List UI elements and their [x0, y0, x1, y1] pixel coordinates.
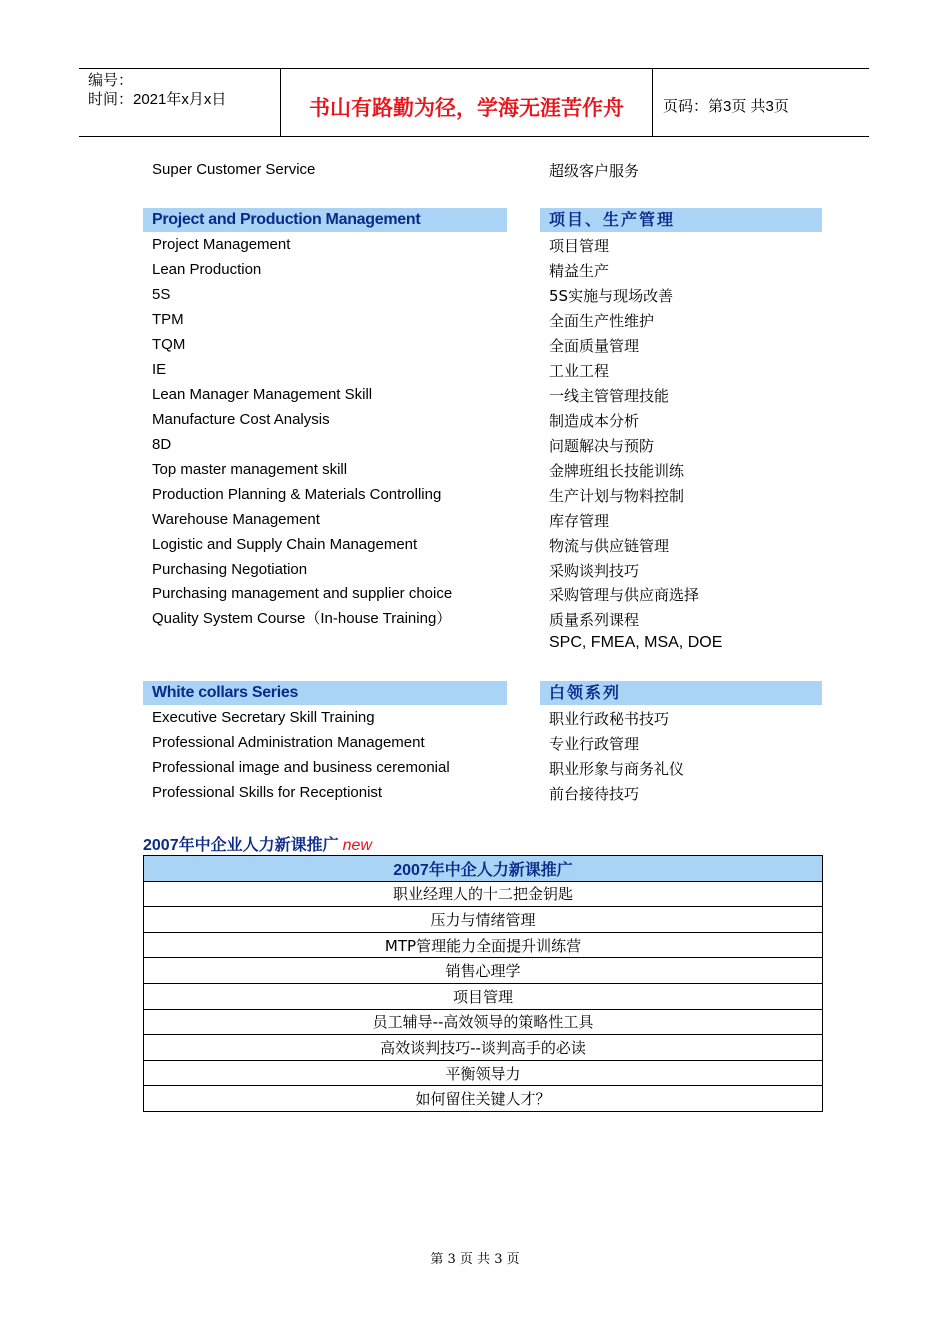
new-tag: new — [342, 837, 372, 854]
table-cell: 销售心理学 — [144, 958, 823, 984]
course-cn: 精益生产 — [549, 262, 610, 280]
course-en: Purchasing Negotiation — [152, 561, 308, 578]
course-cn: 库存管理 — [549, 512, 610, 530]
table-cell: 如何留住关键人才？ — [144, 1086, 823, 1112]
section-heading-en: Project and Production Management — [143, 208, 507, 232]
course-en: Professional Administration Management — [152, 734, 425, 751]
table-cell: 高效谈判技巧--谈判高手的必读 — [144, 1035, 823, 1061]
table-row — [144, 907, 823, 933]
course-cn: 质量系列课程 — [549, 611, 640, 629]
course-cn: 一线主管管理技能 — [549, 387, 670, 405]
table-row — [144, 1086, 823, 1112]
course-cn: 物流与供应链管理 — [549, 537, 670, 555]
table-row — [144, 932, 823, 958]
course-en: Professional image and business ceremonial — [152, 759, 450, 776]
doc-time-label: 时间：2021年x月x日 — [88, 91, 227, 108]
course-cn: 采购管理与供应商选择 — [549, 586, 700, 604]
course-en: Production Planning & Materials Controlling — [152, 486, 442, 503]
table-row — [144, 1009, 823, 1035]
course-cn: 全面生产性维护 — [549, 312, 655, 330]
course-en: Manufacture Cost Analysis — [152, 411, 330, 428]
course-cn: 前台接待技巧 — [549, 785, 640, 803]
table-cell: 职业经理人的十二把金钥匙 — [144, 881, 823, 907]
header-info-cell — [79, 69, 281, 136]
course-cn: 工业工程 — [549, 362, 610, 380]
course-cn: 制造成本分析 — [549, 412, 640, 430]
table-row — [144, 1060, 823, 1086]
table-header: 2007年中企人力新课推广 — [144, 856, 823, 882]
course-en: Top master management skill — [152, 461, 348, 478]
course-en: Project Management — [152, 236, 291, 253]
course-cn: 生产计划与物料控制 — [549, 487, 685, 505]
course-en: Professional Skills for Receptionist — [152, 784, 383, 801]
course-en: Lean Manager Management Skill — [152, 386, 373, 403]
course-en: Lean Production — [152, 261, 262, 278]
header-motto-cell — [281, 69, 653, 136]
course-cn: 项目管理 — [549, 237, 610, 255]
course-en: Executive Secretary Skill Training — [152, 709, 375, 726]
header-page-label: 页码：第3页 共3页 — [663, 98, 789, 115]
course-cn: 采购谈判技巧 — [549, 562, 640, 580]
course-en: Warehouse Management — [152, 511, 320, 528]
course-en: Quality System Course（In-house Training） — [152, 610, 452, 627]
section-heading-cn: 白领系列 — [540, 681, 822, 705]
table-row — [144, 983, 823, 1009]
section-heading-cn: 项目、生产管理 — [540, 208, 822, 232]
header-page-cell — [653, 69, 869, 136]
course-en: Super Customer Service — [152, 161, 316, 178]
table-cell: 员工辅导--高效领导的策略性工具 — [144, 1009, 823, 1035]
table-cell: 平衡领导力 — [144, 1060, 823, 1086]
course-cn: 职业形象与商务礼仪 — [549, 760, 685, 778]
course-cn: 专业行政管理 — [549, 735, 640, 753]
promo-table — [143, 855, 823, 1112]
section-heading-en: White collars Series — [143, 681, 507, 705]
table-cell: 项目管理 — [144, 983, 823, 1009]
course-en: TPM — [152, 311, 184, 328]
promo-title-text: 2007年中企业人力新课推广 — [143, 837, 339, 854]
page-footer: 第 3 页 共 3 页 — [430, 1252, 520, 1267]
course-en: 8D — [152, 436, 172, 453]
doc-number-label: 编号： — [88, 72, 134, 89]
course-en: TQM — [152, 336, 186, 353]
course-en: 5S — [152, 286, 171, 303]
table-cell: MTP管理能力全面提升训练营 — [144, 932, 823, 958]
course-cn: SPC, FMEA, MSA, DOE — [549, 634, 723, 651]
table-header-row — [144, 856, 823, 882]
course-cn: 全面质量管理 — [549, 337, 640, 355]
promo-title — [143, 832, 372, 855]
table-row — [144, 958, 823, 984]
table-cell: 压力与情绪管理 — [144, 907, 823, 933]
course-cn: 超级客户服务 — [549, 162, 640, 180]
course-cn: 5S实施与现场改善 — [549, 287, 674, 305]
table-row — [144, 1035, 823, 1061]
course-en: Purchasing management and supplier choice — [152, 585, 453, 602]
course-cn: 职业行政秘书技巧 — [549, 710, 670, 728]
course-cn: 金牌班组长技能训练 — [549, 462, 685, 480]
course-en: IE — [152, 361, 167, 378]
course-en: Logistic and Supply Chain Management — [152, 536, 418, 553]
page-header — [79, 68, 869, 137]
header-motto: 书山有路勤为径，学海无涯苦作舟 — [309, 96, 624, 120]
table-row — [144, 881, 823, 907]
course-cn: 问题解决与预防 — [549, 437, 655, 455]
